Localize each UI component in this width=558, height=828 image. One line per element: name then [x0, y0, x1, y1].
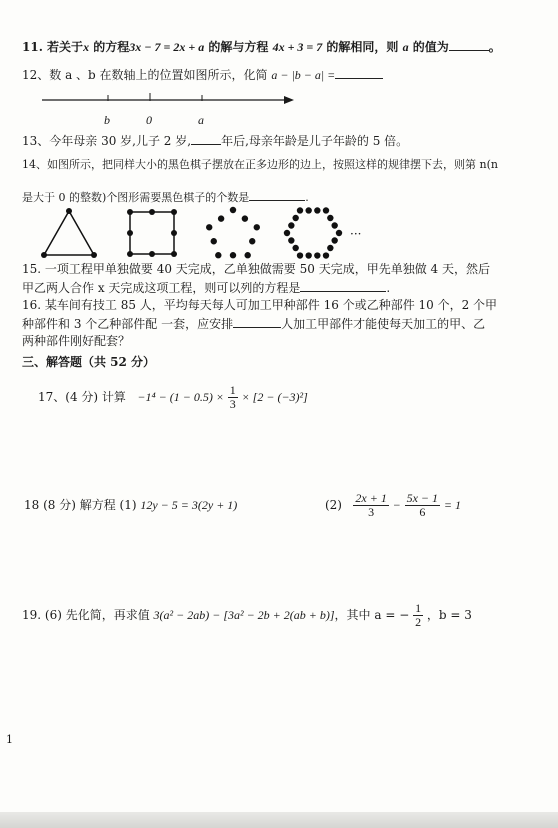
question-18: 18 (8 分) 解方程 (1) 12y − 5 = 3(2y + 1) (2) $\frac{2x + 1}{3}$ − $\frac{5x - 1}{6}$ = 1 [24, 491, 461, 519]
number-line-label-a: a [198, 113, 204, 127]
chess-piece-dot [230, 252, 236, 258]
answer-blank[interactable] [191, 132, 221, 145]
chess-piece-dot [327, 215, 333, 221]
question-14-line2: 是大于 0 的整数)个图形需要黑色棋子的个数是 . [22, 188, 309, 206]
answer-blank[interactable] [300, 279, 386, 292]
chess-piece-dot [314, 252, 320, 258]
chess-piece-dot [211, 238, 217, 244]
number-line-label-zero: 0 [146, 113, 152, 127]
scan-bottom-edge [0, 812, 558, 828]
question-17: 17、(4 分) 计算 −1⁴ − (1 − 0.5) × $\frac{1}{3}$ × [2 − (−3)²] [38, 383, 308, 411]
question-12: 12、数 a 、b 在数轴上的位置如图所示，化简 a − |b − a| = [22, 66, 383, 83]
chess-piece-dot [323, 252, 329, 258]
question-16-line3: 两种部件刚好配套？ [22, 334, 131, 348]
chess-piece-dot [206, 224, 212, 230]
triangle-pattern-figure [40, 207, 98, 259]
chess-piece-dot [314, 207, 320, 213]
number-line-label-b: b [104, 113, 110, 127]
fraction-2x-plus-1-over-3: $\frac{2x + 1}{3}$ [355, 491, 387, 519]
question-19: 19. (6) 先化简，再求值 3(a² − 2ab) − [3a² − 2b + 2(ab + b)]，其中 a = − $\frac{1}{2}$ ，b = 3 [22, 601, 472, 629]
chess-piece-dot [323, 207, 329, 213]
margin-mark: 1 [6, 733, 13, 746]
chess-piece-dot [218, 215, 224, 221]
chess-piece-dot [215, 252, 221, 258]
chess-piece-dot [297, 252, 303, 258]
answer-blank[interactable] [335, 66, 383, 79]
chess-piece-dot [292, 215, 298, 221]
chess-piece-dot [305, 207, 311, 213]
section-heading: 三、解答题（共 52 分） [22, 355, 156, 369]
number-line [40, 88, 300, 122]
chess-piece-dot [284, 230, 290, 236]
fraction-one-half: $\frac{1}{2}$ [415, 601, 422, 629]
chess-piece-dot [254, 224, 260, 230]
question-15-line1: 15. 一项工程甲单独做要 40 天完成，乙单独做需要 50 天完成，甲先单独做 4 天，然后 [22, 262, 490, 276]
chess-piece-dot [288, 222, 294, 228]
chess-piece-dot [305, 252, 311, 258]
chess-piece-dot [336, 230, 342, 236]
chess-piece-dot [331, 222, 337, 228]
chess-piece-dot [331, 237, 337, 243]
question-16-line2: 种部件和 3 个乙种部件配 一套，应安排 人加工甲部件才能使每天加工的甲、乙 [22, 317, 486, 331]
answer-blank[interactable] [233, 315, 281, 328]
pentagon-pattern-figure [202, 204, 264, 262]
question-13: 13、今年母亲 30 岁,儿子 2 岁, 年后,母亲年龄是儿子年龄的 5 倍。 [22, 134, 409, 148]
fraction-one-third: $\frac{1}{3}$ [229, 383, 236, 411]
chess-piece-dot [249, 238, 255, 244]
answer-blank[interactable] [249, 188, 305, 201]
hexagon-pattern-figure [282, 203, 344, 263]
chess-piece-dot [230, 207, 236, 213]
chess-piece-dot [297, 207, 303, 213]
chess-piece-dot [327, 245, 333, 251]
chess-piece-dot [292, 245, 298, 251]
fraction-5x-minus-1-over-6: $\frac{5x - 1}{6}$ [406, 491, 439, 519]
question-11: 11. 若关于x 的方程3x − 7 = 2x + a 的解与方程 4x + 3 = 7 的解相同，则 a 的值为 。 [22, 40, 501, 54]
answer-blank[interactable] [449, 38, 489, 51]
question-14-line1: 14、如图所示，把同样大小的黑色棋子摆放在正多边形的边上，按照这样的规律摆下去，则第 n(n [22, 158, 498, 171]
chess-piece-dot [244, 252, 250, 258]
chess-piece-dot [288, 237, 294, 243]
square-pattern-figure [124, 206, 180, 260]
question-16-line1: 16. 某车间有技工 85 人，平均每天每人可加工甲种部件 16 个或乙种部件 10 个，2 个甲 [22, 298, 498, 312]
pattern-ellipsis: ··· [350, 227, 362, 241]
question-15-line2: 甲乙两人合作 x 天完成这项工程，则可以列的方程是 . [22, 281, 391, 295]
chess-piece-dot [242, 215, 248, 221]
